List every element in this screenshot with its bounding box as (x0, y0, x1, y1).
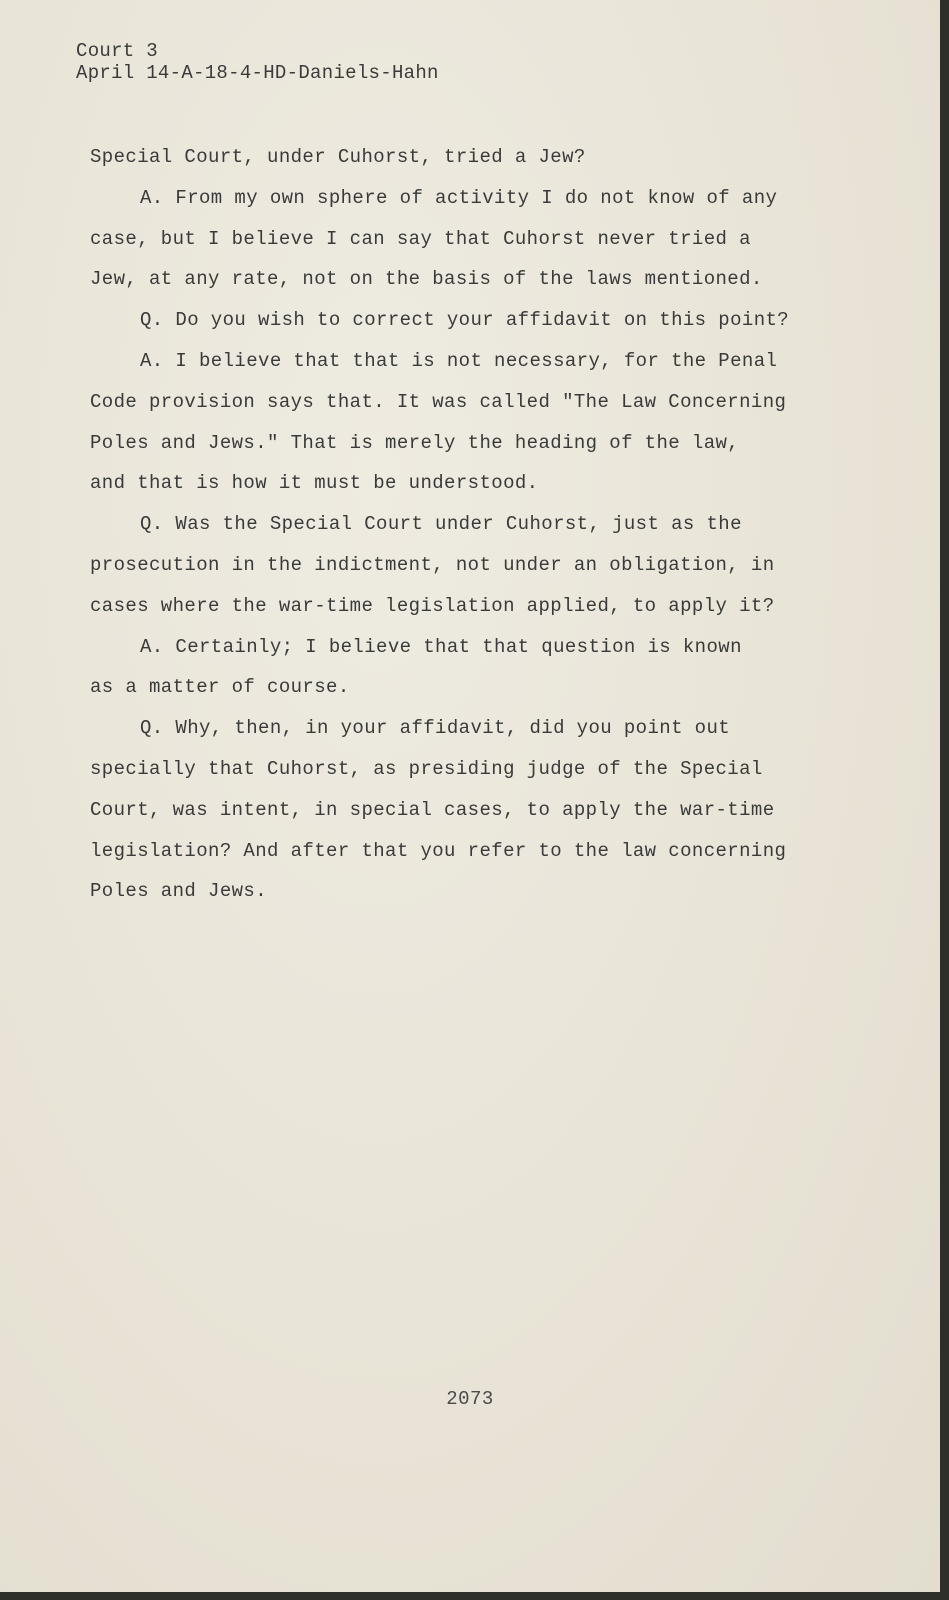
scan-border-right (940, 0, 949, 1600)
transcript-line: Q. Was the Special Court under Cuhorst, just as the (140, 513, 742, 536)
transcript-line: case, but I believe I can say that Cuhorst never tried a (90, 227, 751, 250)
transcript-line: Poles and Jews. (90, 880, 268, 903)
transcript-line: legislation? And after that you refer to the law concerning (90, 839, 787, 862)
transcript-line: Jew, at any rate, not on the basis of the laws mentioned. (90, 268, 763, 291)
page-number: 2073 (446, 1388, 494, 1410)
transcript-line: Poles and Jews." That is merely the heading of the law, (90, 431, 740, 454)
transcript-line: prosecution in the indictment, not under an obligation, in (90, 553, 775, 576)
court-label: Court 3 (76, 40, 158, 62)
transcript-line: A. I believe that that is not necessary, for the Penal (140, 349, 778, 372)
transcript-line: specially that Cuhorst, as presiding judge of the Special (90, 757, 763, 780)
transcript-line: cases where the war-time legislation applied, to apply it? (90, 594, 775, 617)
transcript-line: Court, was intent, in special cases, to apply the war-time (90, 798, 775, 821)
transcript-line: as a matter of course. (90, 676, 350, 699)
transcript-line: Code provision says that. It was called "The Law Concerning (90, 390, 787, 413)
transcript-line: Q. Why, then, in your affidavit, did you point out (140, 717, 731, 740)
transcript-line: A. Certainly; I believe that that question is known (140, 635, 742, 658)
transcript-line: and that is how it must be understood. (90, 472, 539, 495)
transcript-body (90, 137, 830, 912)
transcript-line: A. From my own sphere of activity I do not know of any (140, 186, 778, 209)
scan-border-bottom (0, 1592, 949, 1600)
transcript-line: Special Court, under Cuhorst, tried a Jew? (90, 146, 586, 168)
session-reference: April 14-A-18-4-HD-Daniels-Hahn (76, 62, 439, 84)
document-header (76, 40, 439, 84)
transcript-line: Q. Do you wish to correct your affidavit on this point? (140, 309, 790, 332)
